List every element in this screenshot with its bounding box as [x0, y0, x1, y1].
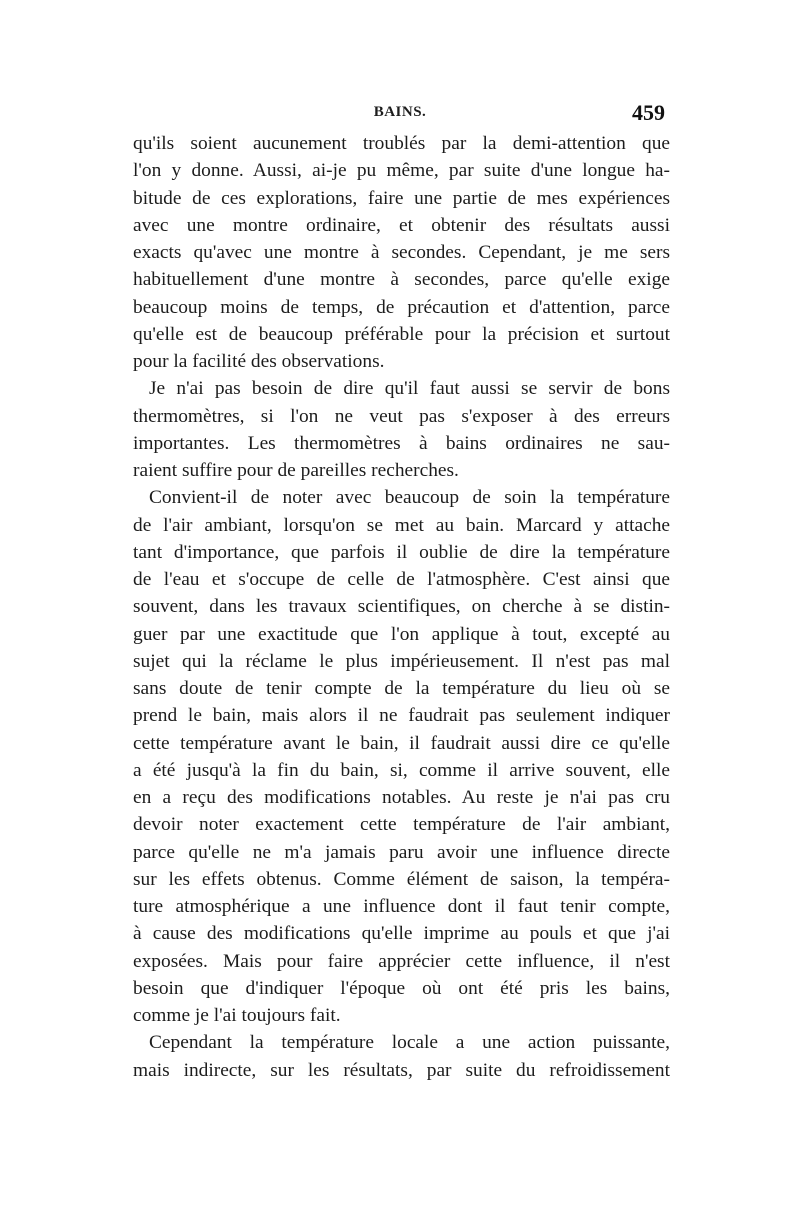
text-line: sans doute de tenir compte de la température du lieu où se: [133, 678, 670, 699]
text-line: Je n'ai pas besoin de dire qu'il faut aussi se servir de bons: [149, 378, 670, 400]
text-line: tant d'importance, que parfois il oublie de dire la température: [133, 541, 670, 563]
text-line: qu'elle est de beaucoup préférable pour la précision et surtout: [133, 323, 670, 345]
text-line: en a reçu des modifications notables. Au reste je n'ai pas cru: [133, 787, 670, 808]
text-line: comme je l'ai toujours fait.: [133, 1005, 341, 1026]
text-line: qu'ils soient aucunement troublés par la demi-attention que: [133, 133, 670, 154]
text-line: mais indirecte, sur les résultats, par suite du refroidissement: [133, 1059, 670, 1081]
text-line: besoin que d'indiquer l'époque où ont été pris les bains,: [133, 977, 670, 999]
text-line: importantes. Les thermomètres à bains ordinaires ne sau-: [133, 432, 670, 454]
text-line: cette température avant le bain, il faudrait aussi dire ce qu'elle: [133, 732, 670, 754]
text-line: souvent, dans les travaux scientifiques, on cherche à se distin-: [133, 596, 670, 618]
text-line: exacts qu'avec une montre à secondes. Cependant, je me sers: [133, 242, 670, 263]
text-line: raient suffire pour de pareilles recherches.: [133, 460, 459, 481]
text-line: pour la facilité des observations.: [133, 351, 385, 372]
text-line: l'on y donne. Aussi, ai-je pu même, par suite d'une longue ha-: [133, 160, 670, 182]
text-line: habituellement d'une montre à secondes, parce qu'elle exige: [133, 269, 670, 291]
text-line: Cependant la température locale a une action puissante,: [149, 1032, 670, 1054]
text-line: Convient-il de noter avec beaucoup de soin la température: [149, 487, 670, 509]
text-line: avec une montre ordinaire, et obtenir des résultats aussi: [133, 214, 670, 236]
text-line: parce qu'elle ne m'a jamais paru avoir une influence directe: [133, 841, 670, 863]
text-line: beaucoup moins de temps, de précaution et d'attention, parce: [133, 296, 670, 318]
text-line: thermomètres, si l'on ne veut pas s'exposer à des erreurs: [133, 405, 670, 427]
running-head: BAINS.: [373, 104, 427, 120]
text-line: bitude de ces explorations, faire une partie de mes expériences: [133, 187, 670, 209]
text-line: de l'air ambiant, lorsqu'on se met au bain. Marcard y attache: [133, 514, 670, 536]
text-line: sujet qui la réclame le plus impérieusement. Il n'est pas mal: [133, 650, 670, 672]
text-line: a été jusqu'à la fin du bain, si, comme il arrive souvent, elle: [133, 759, 670, 781]
text-line: guer par une exactitude que l'on applique à tout, excepté au: [133, 623, 670, 645]
text-line: devoir noter exactement cette température de l'air ambiant,: [133, 814, 670, 836]
page-header: [133, 100, 667, 134]
text-line: à cause des modifications qu'elle imprime au pouls et que j'ai: [133, 923, 670, 945]
text-line: prend le bain, mais alors il ne faudrait pas seulement indiquer: [133, 705, 670, 727]
text-line: ture atmosphérique a une influence dont il faut tenir compte,: [133, 896, 670, 917]
text-line: sur les effets obtenus. Comme élément de saison, la tempéra-: [133, 868, 670, 890]
text-line: exposées. Mais pour faire apprécier cette influence, il n'est: [133, 950, 670, 972]
body-text: [133, 130, 670, 1084]
text-line: de l'eau et s'occupe de celle de l'atmosphère. C'est ainsi que: [133, 569, 670, 590]
page-number: 459: [632, 100, 665, 125]
